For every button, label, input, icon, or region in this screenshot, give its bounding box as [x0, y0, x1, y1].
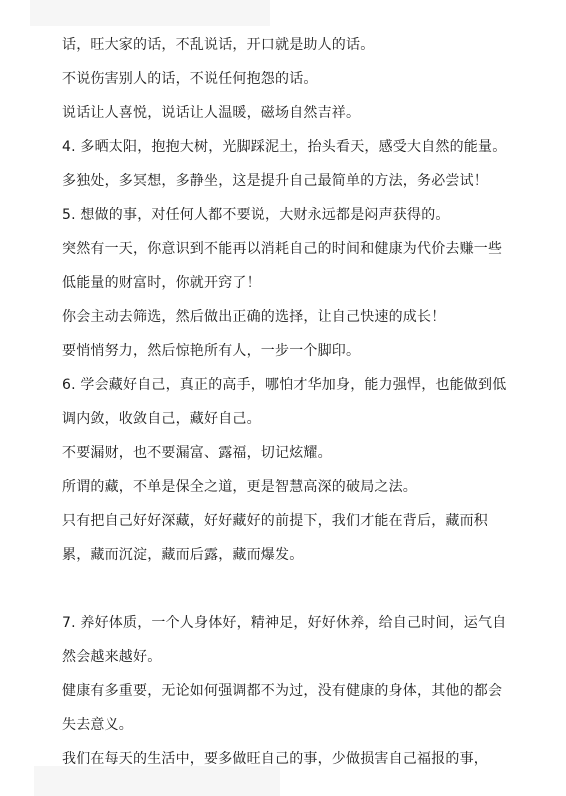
paragraph-10-heading: 6. 学会藏好自己，真正的高手，哪怕才华加身，能力强悍，也能做到低调内敛，收敛自己，藏好自己。 [62, 377, 507, 427]
paragraph-1: 话，旺大家的话，不乱说话，开口就是助人的话。 [62, 37, 375, 53]
paragraph-3: 说话让人喜悦，说话让人温暖，磁场自然吉祥。 [62, 105, 361, 121]
paragraph-16: 我们在每天的生活中，要多做旺自己的事，少做损害自己福报的事， [62, 751, 488, 767]
paragraph-12: 所谓的藏，不单是保全之道，更是智慧高深的破局之法。 [62, 479, 417, 495]
paragraph-9: 要悄悄努力，然后惊艳所有人，一步一个脚印。 [62, 343, 361, 359]
paragraph-8: 你会主动去筛选，然后做出正确的选择，让自己快速的成长！ [62, 309, 446, 325]
top-shade [30, 0, 270, 26]
paragraph-11: 不要漏财，也不要漏富、露福，切记炫耀。 [62, 445, 332, 461]
paragraph-14-heading: 7. 养好体质，一个人身体好，精神足，好好休养，给自己时间，运气自然会越来越好。 [62, 615, 507, 665]
paragraph-13: 只有把自己好好深藏，好好藏好的前提下，我们才能在背后，藏而积累，藏而沉淀，藏而后露，藏而爆发。 [62, 513, 488, 563]
paragraph-2: 不说伤害别人的话，不说任何抱怨的话。 [62, 71, 318, 87]
paragraph-gap [62, 572, 512, 606]
paragraph-7: 突然有一天，你意识到不能再以消耗自己的时间和健康为代价去赚一些低能量的财富时，你就开窍了！ [62, 241, 503, 291]
paragraph-5: 多独处，多冥想，多静坐，这是提升自己最简单的方法，务必尝试！ [62, 173, 488, 189]
document-body [62, 28, 512, 776]
paragraph-6-heading: 5. 想做的事，对任何人都不要说，大财永远都是闷声获得的。 [62, 207, 450, 223]
paragraph-15: 健康有多重要，无论如何强调都不为过，没有健康的身体，其他的都会失去意义。 [62, 683, 503, 733]
paragraph-4-heading: 4. 多晒太阳，抱抱大树，光脚踩泥土，抬头看天，感受大自然的能量。 [62, 139, 507, 155]
